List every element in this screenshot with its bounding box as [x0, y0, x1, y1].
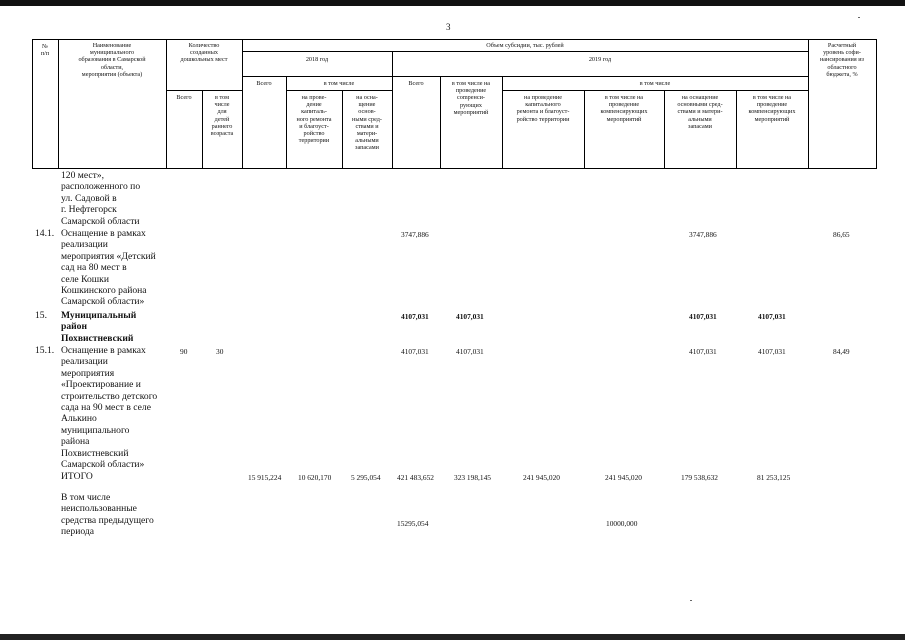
row-15-1-text: Оснащение в рамках реализации мероприятия «Проектирование и строительство детского сада на 90 мест в селе Алькино муниципального района Похвистневский Самарской области» [61, 345, 158, 471]
row-15-num: 15. [35, 310, 47, 321]
header-2018-total: Всего [256, 80, 272, 87]
scan-speck [690, 600, 692, 601]
unused-repaircomp-2019: 10000,000 [606, 519, 638, 528]
page-number: 3 [446, 22, 451, 32]
scan-speck [858, 17, 860, 18]
row-15-1-early: 30 [216, 347, 224, 356]
row-15-1-num: 15.1. [35, 345, 55, 356]
row-14-1-num: 14.1. [35, 228, 55, 239]
row-15-equip-2019: 4107,031 [689, 312, 717, 321]
header-year-2019: 2019 год [588, 56, 612, 63]
header-places-total: Всего [176, 94, 192, 101]
row-14-1-equip-2019: 3747,886 [689, 230, 717, 239]
unused-total-2019: 15295,054 [397, 519, 429, 528]
header-col-subsidy: Объем субсидии, тыс. рублей [486, 42, 564, 49]
table-header [32, 39, 877, 169]
row-15-1-equip-2019: 4107,031 [689, 347, 717, 356]
row-15-comp-2019: 4107,031 [456, 312, 484, 321]
header-2019-total: Всего [408, 80, 424, 87]
header-2019-equip-comp: в том числе на проведение компенсирующих мероприятий [748, 94, 796, 123]
row-15-1-total-2019: 4107,031 [401, 347, 429, 356]
scan-bottom-border [0, 634, 905, 640]
header-2019-repair-comp: в том числе на проведение компенсирующих мероприятий [600, 94, 648, 123]
header-2018-equip: на осна- щение основ- ными сред- ствами и матери- альными запасами [352, 94, 382, 152]
itogo-repair-2019: 241 945,020 [523, 473, 560, 482]
unused-funds-text: В том числе неиспользованные средства предыдущего периода [61, 492, 154, 538]
header-2019-equip: на оснащение основными сред- ствами и матери- альными запасами [677, 94, 723, 130]
header-2019-repair: на проведение капитального ремонта и благоуст- ройство территории [516, 94, 570, 123]
scan-top-border [0, 0, 905, 6]
row-15-equipcomp-2019: 4107,031 [758, 312, 786, 321]
itogo-total-2019: 421 483,652 [397, 473, 434, 482]
header-year-2018: 2018 год [305, 56, 329, 63]
header-2019-comp: в том числе на проведение compенси- рующих мероприятий [451, 80, 491, 116]
header-col-places: Количество созданных дошкольных мест [180, 42, 228, 64]
row-14-1-text: Оснащение в рамках реализации мероприятия «Детский сад на 80 мест в селе Кошки Кошкинского района Самарской области» [61, 228, 156, 308]
row-15-1-equipcomp-2019: 4107,031 [758, 347, 786, 356]
header-2019-incl: в том числе [639, 80, 671, 87]
header-col-num: № п/п [40, 43, 50, 58]
itogo-repaircomp-2019: 241 945,020 [605, 473, 642, 482]
itogo-comp-2019: 323 198,145 [454, 473, 491, 482]
row-15-1-comp-2019: 4107,031 [456, 347, 484, 356]
header-col-rate: Расчетный уровень софи- нансирования из областного бюджета, % [820, 42, 864, 78]
itogo-total-2018: 15 915,224 [248, 473, 282, 482]
itogo-equip-2018: 5 295,054 [351, 473, 381, 482]
row-15-total-2019: 4107,031 [401, 312, 429, 321]
itogo-label: ИТОГО [61, 471, 93, 482]
itogo-repair-2018: 10 620,170 [298, 473, 332, 482]
itogo-equip-2019: 179 538,632 [681, 473, 718, 482]
row-14-1-total-2019: 3747,886 [401, 230, 429, 239]
row-14-1-rate: 86,65 [833, 230, 850, 239]
header-col-name: Наименование муниципального образования в Самарской области, мероприятия (объекта) [78, 42, 146, 78]
row-15-1-places: 90 [180, 347, 188, 356]
header-places-early: в том числе для детей раннего возраста [210, 94, 234, 138]
header-2018-repair: на прове- дение капиталь- ного ремонта и благоуст- ройство территории [296, 94, 332, 145]
row-15-1-rate: 84,49 [833, 347, 850, 356]
header-2018-incl: в том числе [323, 80, 355, 87]
row-continuation-text: 120 мест», расположенного по ул. Садовой в г. Нефтегорск Самарской области [61, 170, 141, 227]
itogo-equipcomp-2019: 81 253,125 [757, 473, 791, 482]
row-15-text: Муниципальный район Похвистневский [61, 310, 137, 344]
